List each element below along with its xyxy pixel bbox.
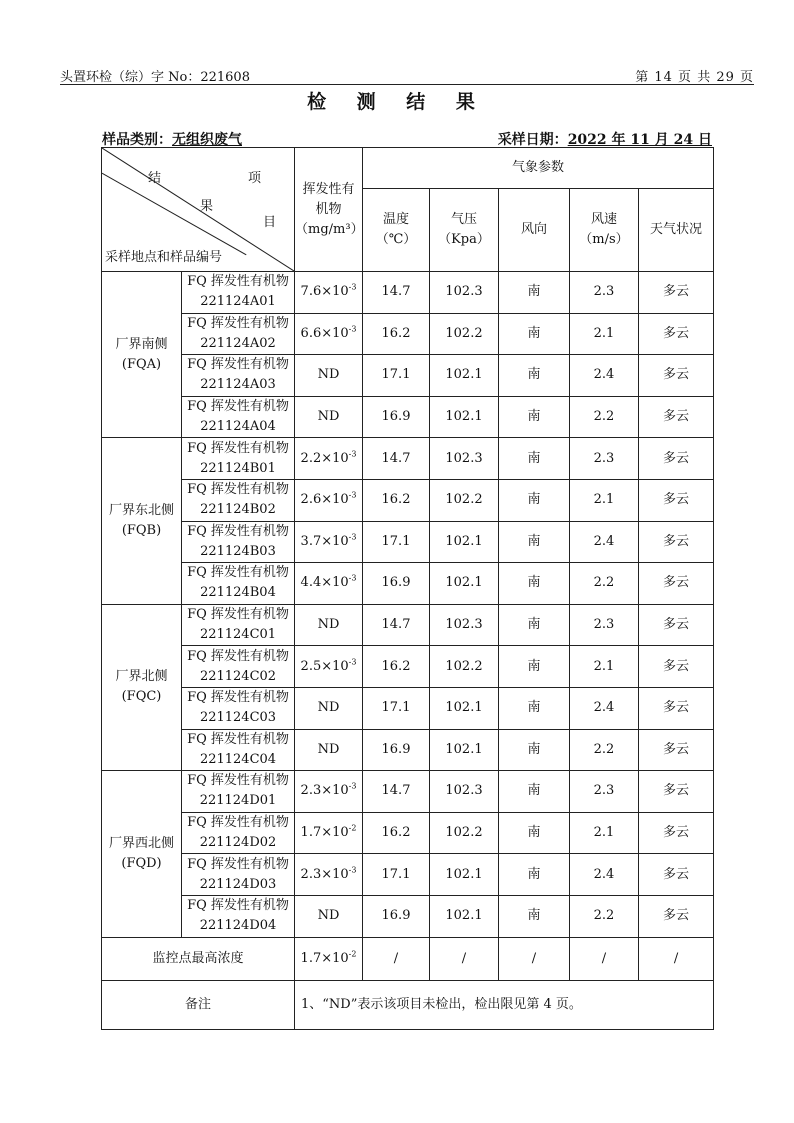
temperature-value: 16.2 xyxy=(363,646,430,688)
temperature-value: 17.1 xyxy=(363,355,430,397)
wind-direction-value: 南 xyxy=(499,563,570,605)
sampling-date xyxy=(498,129,712,149)
voc-mantissa: 2.3×10 xyxy=(300,866,349,882)
remarks-text: 1、“ND”表示该项目未检出，检出限见第 4 页。 xyxy=(295,980,714,1029)
voc-value xyxy=(295,272,363,314)
voc-header-line-1: 挥发性有 xyxy=(302,181,355,197)
wind-direction-value: 南 xyxy=(499,313,570,355)
table-row xyxy=(102,812,714,854)
temperature-value: 16.9 xyxy=(363,563,430,605)
voc-mantissa: ND xyxy=(317,409,340,425)
weather-value: 多云 xyxy=(639,604,714,646)
site-cell xyxy=(102,272,182,438)
site-name: 厂界东北侧 xyxy=(108,503,174,519)
wind-speed-value: 2.1 xyxy=(570,479,639,521)
pressure-value: 102.1 xyxy=(430,396,499,438)
sample-cell xyxy=(182,646,295,688)
table-row xyxy=(102,604,714,646)
wind-direction-value: 南 xyxy=(499,396,570,438)
site-cell xyxy=(102,438,182,604)
sample-id: 221124B03 xyxy=(200,543,276,559)
sample-cell xyxy=(182,313,295,355)
pressure-value: 102.1 xyxy=(430,729,499,771)
voc-value xyxy=(295,895,363,937)
pressure-value: 102.3 xyxy=(430,771,499,813)
sample-name: FQ 挥发性有机物 xyxy=(187,731,289,747)
remarks-label: 备注 xyxy=(102,980,295,1029)
corner-char-item-2: 目 xyxy=(263,215,277,230)
voc-header-line-3: （mg/m³） xyxy=(295,221,364,237)
voc-value xyxy=(295,438,363,480)
voc-value xyxy=(295,771,363,813)
sample-cell xyxy=(182,854,295,896)
sample-id: 221124A01 xyxy=(200,294,276,310)
sample-id: 221124B04 xyxy=(200,585,276,601)
wind-speed-value: 2.2 xyxy=(570,729,639,771)
weather-value: 多云 xyxy=(639,729,714,771)
voc-value xyxy=(295,396,363,438)
wind-direction-value: 南 xyxy=(499,438,570,480)
weather-value: 多云 xyxy=(639,313,714,355)
table-row xyxy=(102,313,714,355)
pressure-value: 102.2 xyxy=(430,646,499,688)
weather-value: 多云 xyxy=(639,563,714,605)
report-number: 头置环检（综）字 No：221608 xyxy=(60,70,250,85)
voc-value xyxy=(295,854,363,896)
weather-params-header: 气象参数 xyxy=(363,148,714,189)
slash-cell: / xyxy=(639,937,714,980)
voc-exponent: -3 xyxy=(348,490,357,500)
results-table xyxy=(101,147,714,1030)
voc-exponent: -3 xyxy=(348,657,357,667)
wind-speed-value: 2.4 xyxy=(570,687,639,729)
corner-char-result: 结 xyxy=(148,171,162,186)
wind-speed-value: 2.3 xyxy=(570,771,639,813)
remarks-row xyxy=(102,980,714,1029)
wind-speed-value: 2.1 xyxy=(570,313,639,355)
wind-direction-value: 南 xyxy=(499,812,570,854)
site-code: (FQC) xyxy=(121,689,162,705)
col-weather: 天气状况 xyxy=(639,189,714,272)
wind-speed-value: 2.4 xyxy=(570,355,639,397)
wind-speed-value: 2.3 xyxy=(570,272,639,314)
voc-value xyxy=(295,812,363,854)
sample-name: FQ 挥发性有机物 xyxy=(187,399,289,415)
site-cell xyxy=(102,604,182,770)
sample-category-label: 样品类别： xyxy=(102,132,172,148)
voc-exponent: -2 xyxy=(348,823,357,833)
sample-id: 221124D02 xyxy=(199,835,277,851)
voc-header xyxy=(295,148,363,272)
sampling-date-label: 采样日期： xyxy=(497,132,568,148)
voc-value xyxy=(295,563,363,605)
sample-cell xyxy=(182,355,295,397)
col-wind-direction: 风向 xyxy=(499,189,570,272)
max-mantissa: 1.7×10 xyxy=(300,950,349,966)
col-wind-speed-unit: （m/s） xyxy=(579,232,629,247)
site-name: 厂界西北侧 xyxy=(108,835,174,851)
site-code: (FQD) xyxy=(121,855,162,871)
slash-cell: / xyxy=(363,937,430,980)
voc-mantissa: 7.6×10 xyxy=(300,284,349,300)
sample-cell xyxy=(182,604,295,646)
voc-value xyxy=(295,313,363,355)
sample-cell xyxy=(182,438,295,480)
sample-name: FQ 挥发性有机物 xyxy=(187,315,289,331)
col-wind-speed-name: 风速 xyxy=(590,212,617,227)
sample-name: FQ 挥发性有机物 xyxy=(187,773,289,789)
sample-id: 221124B02 xyxy=(200,502,276,518)
sample-name: FQ 挥发性有机物 xyxy=(187,607,289,623)
wind-direction-value: 南 xyxy=(499,355,570,397)
col-temperature-name: 温度 xyxy=(382,212,409,227)
voc-header-line-2: 机物 xyxy=(315,201,342,217)
temperature-value: 14.7 xyxy=(363,604,430,646)
page-header xyxy=(60,66,754,85)
slash-cell: / xyxy=(499,937,570,980)
temperature-value: 16.2 xyxy=(363,812,430,854)
sample-name: FQ 挥发性有机物 xyxy=(187,690,289,706)
slash-cell: / xyxy=(430,937,499,980)
sample-cell xyxy=(182,729,295,771)
wind-speed-value: 2.2 xyxy=(570,563,639,605)
voc-value xyxy=(295,521,363,563)
voc-value xyxy=(295,646,363,688)
sample-name: FQ 挥发性有机物 xyxy=(187,482,289,498)
table-row xyxy=(102,771,714,813)
weather-value: 多云 xyxy=(639,771,714,813)
temperature-value: 17.1 xyxy=(363,687,430,729)
site-code: (FQB) xyxy=(121,523,162,539)
pressure-value: 102.1 xyxy=(430,521,499,563)
wind-direction-value: 南 xyxy=(499,895,570,937)
wind-speed-value: 2.3 xyxy=(570,604,639,646)
sample-name: FQ 挥发性有机物 xyxy=(187,357,289,373)
page-counter: 第 14 页 共 29 页 xyxy=(635,70,754,85)
sample-name: FQ 挥发性有机物 xyxy=(187,523,289,539)
wind-speed-value: 2.4 xyxy=(570,854,639,896)
slash-cell: / xyxy=(570,937,639,980)
voc-exponent: -3 xyxy=(348,532,357,542)
sample-id: 221124A03 xyxy=(200,377,276,393)
voc-mantissa: ND xyxy=(317,617,340,633)
wind-direction-value: 南 xyxy=(499,729,570,771)
sample-cell xyxy=(182,563,295,605)
table-row xyxy=(102,272,714,314)
sample-cell xyxy=(182,812,295,854)
weather-value: 多云 xyxy=(639,521,714,563)
page-title: 检 测 结 果 xyxy=(307,91,487,113)
table-row xyxy=(102,355,714,397)
sample-name: FQ 挥发性有机物 xyxy=(187,440,289,456)
pressure-value: 102.2 xyxy=(430,313,499,355)
voc-mantissa: ND xyxy=(317,367,340,383)
temperature-value: 16.9 xyxy=(363,729,430,771)
table-row xyxy=(102,563,714,605)
voc-value xyxy=(295,355,363,397)
weather-value: 多云 xyxy=(639,687,714,729)
voc-mantissa: 3.7×10 xyxy=(300,533,349,549)
temperature-value: 14.7 xyxy=(363,438,430,480)
wind-speed-value: 2.1 xyxy=(570,646,639,688)
sample-name: FQ 挥发性有机物 xyxy=(187,898,289,914)
sample-id: 221124D01 xyxy=(199,793,277,809)
site-name: 厂界北侧 xyxy=(115,669,168,685)
voc-mantissa: 2.6×10 xyxy=(300,492,349,508)
sample-name: FQ 挥发性有机物 xyxy=(187,565,289,581)
sample-id: 221124A04 xyxy=(200,419,276,435)
weather-value: 多云 xyxy=(639,438,714,480)
pressure-value: 102.2 xyxy=(430,479,499,521)
voc-value xyxy=(295,604,363,646)
temperature-value: 17.1 xyxy=(363,521,430,563)
sample-id: 221124D03 xyxy=(199,876,277,892)
sample-id: 221124D04 xyxy=(199,918,277,934)
weather-value: 多云 xyxy=(639,396,714,438)
weather-value: 多云 xyxy=(639,854,714,896)
temperature-value: 16.2 xyxy=(363,479,430,521)
voc-mantissa: ND xyxy=(317,741,340,757)
weather-value: 多云 xyxy=(639,355,714,397)
sample-cell xyxy=(182,771,295,813)
temperature-value: 17.1 xyxy=(363,854,430,896)
col-pressure-name: 气压 xyxy=(450,212,477,227)
weather-value: 多云 xyxy=(639,479,714,521)
sample-id: 221124C02 xyxy=(199,668,277,684)
voc-mantissa: ND xyxy=(317,908,340,924)
table-row xyxy=(102,729,714,771)
wind-direction-value: 南 xyxy=(499,854,570,896)
voc-value xyxy=(295,687,363,729)
weather-value: 多云 xyxy=(639,812,714,854)
weather-value: 多云 xyxy=(639,272,714,314)
pressure-value: 102.1 xyxy=(430,687,499,729)
voc-mantissa: 2.2×10 xyxy=(300,450,349,466)
table-row xyxy=(102,895,714,937)
voc-exponent: -3 xyxy=(348,782,357,792)
pressure-value: 102.3 xyxy=(430,604,499,646)
voc-mantissa: 4.4×10 xyxy=(300,575,349,591)
sample-category-value: 无组织废气 xyxy=(172,132,242,148)
pressure-value: 102.1 xyxy=(430,895,499,937)
sample-name: FQ 挥发性有机物 xyxy=(187,274,289,290)
temperature-value: 16.9 xyxy=(363,895,430,937)
col-temperature xyxy=(363,189,430,272)
col-pressure-unit: （Kpa） xyxy=(438,232,490,247)
wind-direction-value: 南 xyxy=(499,604,570,646)
temperature-value: 14.7 xyxy=(363,272,430,314)
voc-mantissa: 2.5×10 xyxy=(300,658,349,674)
sample-cell xyxy=(182,521,295,563)
weather-value: 多云 xyxy=(639,895,714,937)
wind-direction-value: 南 xyxy=(499,521,570,563)
temperature-value: 16.9 xyxy=(363,396,430,438)
temperature-value: 16.2 xyxy=(363,313,430,355)
pressure-value: 102.1 xyxy=(430,563,499,605)
sample-cell xyxy=(182,687,295,729)
wind-direction-value: 南 xyxy=(499,687,570,729)
site-name: 厂界南侧 xyxy=(115,336,168,352)
sample-name: FQ 挥发性有机物 xyxy=(187,648,289,664)
sample-cell xyxy=(182,479,295,521)
max-concentration-value xyxy=(295,937,363,980)
sample-name: FQ 挥发性有机物 xyxy=(187,815,289,831)
wind-speed-value: 2.2 xyxy=(570,895,639,937)
sample-cell xyxy=(182,895,295,937)
weather-value: 多云 xyxy=(639,646,714,688)
sample-category xyxy=(102,129,242,149)
col-temperature-unit: （℃） xyxy=(375,232,417,247)
voc-mantissa: ND xyxy=(317,700,340,716)
table-row xyxy=(102,479,714,521)
pressure-value: 102.3 xyxy=(430,438,499,480)
sample-id: 221124A02 xyxy=(200,335,276,351)
corner-char-result-2: 果 xyxy=(200,199,214,214)
wind-direction-value: 南 xyxy=(499,771,570,813)
voc-exponent: -3 xyxy=(348,449,357,459)
wind-direction-value: 南 xyxy=(499,646,570,688)
table-row xyxy=(102,854,714,896)
wind-direction-value: 南 xyxy=(499,479,570,521)
wind-speed-value: 2.1 xyxy=(570,812,639,854)
corner-char-item: 项 xyxy=(248,171,262,186)
pressure-value: 102.2 xyxy=(430,812,499,854)
sample-id: 221124C04 xyxy=(199,751,277,767)
pressure-value: 102.1 xyxy=(430,854,499,896)
sample-cell xyxy=(182,396,295,438)
site-code: (FQA) xyxy=(121,356,162,372)
sampling-date-value: 2022 年 11 月 24 日 xyxy=(567,132,712,148)
wind-speed-value: 2.3 xyxy=(570,438,639,480)
voc-exponent: -3 xyxy=(348,574,357,584)
sample-name: FQ 挥发性有机物 xyxy=(187,856,289,872)
voc-value xyxy=(295,729,363,771)
voc-exponent: -3 xyxy=(348,282,357,292)
sample-id: 221124B01 xyxy=(200,460,276,476)
table-row xyxy=(102,438,714,480)
table-row xyxy=(102,521,714,563)
col-wind-speed xyxy=(570,189,639,272)
voc-value xyxy=(295,479,363,521)
max-concentration-label: 监控点最高浓度 xyxy=(102,937,295,980)
wind-speed-value: 2.4 xyxy=(570,521,639,563)
wind-direction-value: 南 xyxy=(499,272,570,314)
sample-id: 221124C01 xyxy=(199,627,277,643)
pressure-value: 102.3 xyxy=(430,272,499,314)
voc-mantissa: 2.3×10 xyxy=(300,783,349,799)
temperature-value: 14.7 xyxy=(363,771,430,813)
voc-exponent: -3 xyxy=(348,324,357,334)
table-row xyxy=(102,687,714,729)
sample-cell xyxy=(182,272,295,314)
max-concentration-row xyxy=(102,937,714,980)
pressure-value: 102.1 xyxy=(430,355,499,397)
col-pressure xyxy=(430,189,499,272)
corner-sample-label: 采样地点和样品编号 xyxy=(105,250,223,265)
sample-id: 221124C03 xyxy=(199,710,277,726)
table-row xyxy=(102,646,714,688)
voc-exponent: -3 xyxy=(348,865,357,875)
site-cell xyxy=(102,771,182,937)
voc-mantissa: 1.7×10 xyxy=(300,825,349,841)
wind-speed-value: 2.2 xyxy=(570,396,639,438)
voc-mantissa: 6.6×10 xyxy=(300,325,349,341)
table-row xyxy=(102,396,714,438)
max-exponent: -2 xyxy=(348,949,357,959)
diagonal-header-cell xyxy=(102,148,295,272)
